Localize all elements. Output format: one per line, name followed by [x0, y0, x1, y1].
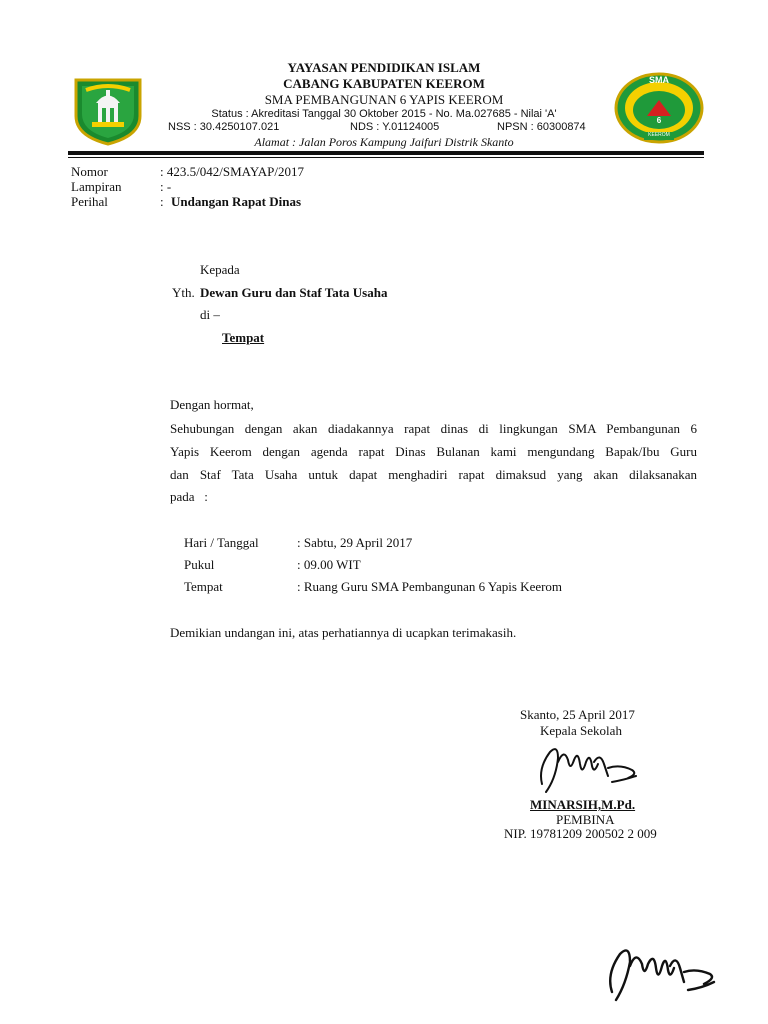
signature-rank: PEMBINA	[556, 812, 615, 827]
right-logo-number: 6	[656, 116, 662, 125]
letterhead-school: SMA PEMBANGUNAN 6 YAPIS KEEROM	[264, 92, 504, 107]
body-line-4: pada :	[170, 489, 208, 504]
recipient-name: Dewan Guru dan Staf Tata Usaha	[200, 285, 388, 300]
meta-lampiran-value: : -	[160, 179, 172, 194]
recipient-yth: Yth.	[172, 285, 195, 300]
signature-name: MINARSIH,M.Pd.	[530, 797, 636, 812]
detail-time-value: : 09.00 WIT	[297, 557, 361, 572]
letterhead-branch: CABANG KABUPATEN KEEROM	[283, 76, 485, 91]
meta-lampiran-label: Lampiran	[71, 179, 122, 194]
detail-day-value: : Sabtu, 29 April 2017	[297, 535, 413, 550]
detail-day-label: Hari / Tanggal	[184, 535, 259, 550]
signature-nip: NIP. 19781209 200502 2 009	[504, 826, 657, 841]
letterhead-foundation: YAYASAN PENDIDIKAN ISLAM	[287, 60, 481, 75]
letterhead-nds: NDS : Y.01124005	[350, 121, 440, 133]
signature-handwritten-bottom	[596, 938, 726, 1008]
meta-nomor-value: : 423.5/042/SMAYAP/2017	[160, 164, 304, 179]
letterhead-rule-thin	[68, 157, 704, 158]
signature-place-date: Skanto, 25 April 2017	[520, 707, 635, 722]
meta-perihal-colon: :	[160, 194, 164, 209]
signature-handwritten	[528, 738, 648, 798]
right-logo-top-text: SMA	[649, 75, 669, 85]
greeting: Dengan hormat,	[170, 397, 254, 412]
recipient-tempat: Tempat	[222, 330, 265, 345]
body-line-2: Yapis Keerom dengan agenda rapat Dinas Bulanan kami mengundang Bapak/Ibu Guru	[170, 444, 697, 459]
meta-perihal-label: Perihal	[71, 194, 108, 209]
meta-nomor-label: Nomor	[71, 164, 108, 179]
letterhead-status: Status : Akreditasi Tanggal 30 Oktober 2015 - No. Ma.027685 - Nilai 'A'	[211, 108, 557, 120]
detail-time-label: Pukul	[184, 557, 215, 572]
letterhead-rule-thick	[68, 151, 704, 155]
signature-position: Kepala Sekolah	[540, 723, 622, 738]
letterhead-nss: NSS : 30.4250107.021	[168, 121, 280, 133]
meta-perihal-value: Undangan Rapat Dinas	[171, 194, 302, 209]
detail-place-label: Tempat	[184, 579, 223, 594]
letterhead-npsn: NPSN : 60300874	[497, 121, 586, 133]
recipient-kepada: Kepada	[200, 262, 240, 277]
body-line-3: dan Staf Tata Usaha untuk dapat menghadiri rapat dimaksud yang akan dilaksanakan	[170, 467, 697, 482]
detail-place-value: : Ruang Guru SMA Pembangunan 6 Yapis Keerom	[297, 579, 563, 594]
letterhead-address: Alamat : Jalan Poros Kampung Jaifuri Distrik Skanto	[254, 135, 514, 149]
body-line-1: Sehubungan dengan akan diadakannya rapat dinas di lingkungan SMA Pembangunan 6	[170, 421, 697, 436]
recipient-di: di –	[200, 307, 220, 322]
closing-text: Demikian undangan ini, atas perhatiannya di ucapkan terimakasih.	[170, 625, 517, 640]
right-logo-bottom-text: KEEROM	[648, 132, 670, 138]
